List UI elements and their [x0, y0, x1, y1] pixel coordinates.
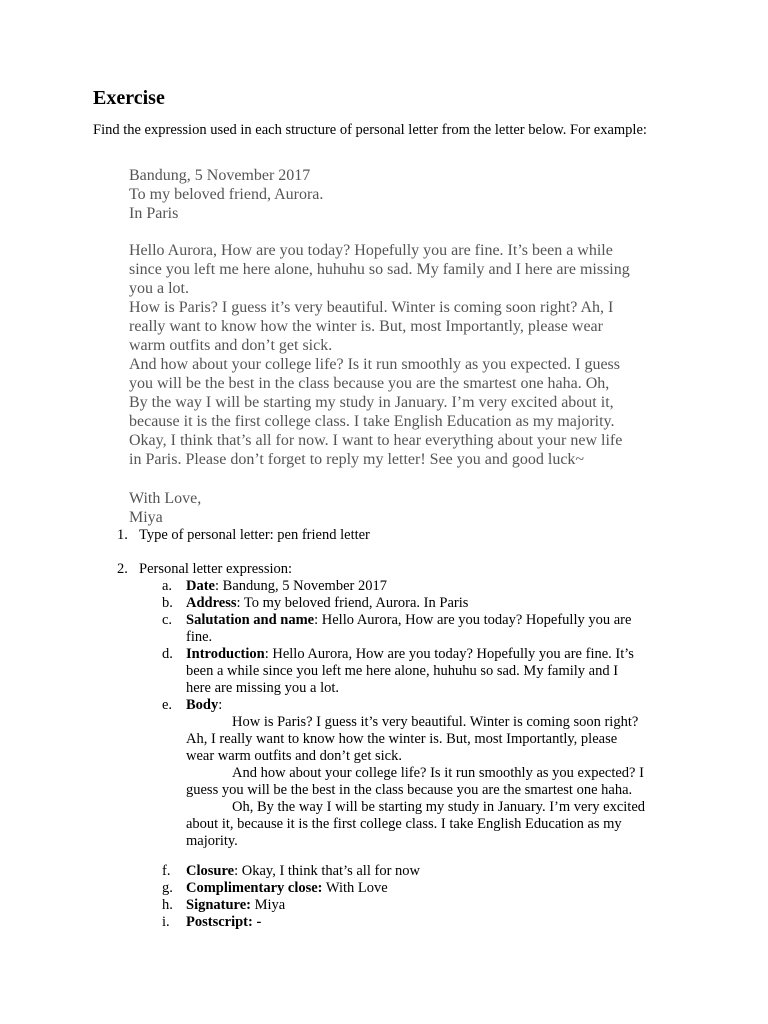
sub-item-value: : Hello Aurora, How are you today? Hopefully you are fine. It’s [264, 646, 634, 662]
body-line: How is Paris? I guess it’s very beautiful. Winter is coming soon right? [232, 714, 639, 730]
sub-item-label: Salutation and name [186, 612, 315, 628]
sub-item-label: Body [186, 697, 219, 713]
body-line: Ah, I really want to know how the winter is. But, most Importantly, please [186, 731, 618, 747]
body-line: majority. [186, 833, 238, 849]
sub-item-label: Closure [186, 863, 235, 879]
sub-item-value: been a while since you left me here alone, huhuhu so sad. My family and I [186, 663, 619, 679]
letter-line: And how about your college life? Is it run smoothly as you expected. I guess [129, 356, 620, 373]
list-number: 1. [117, 527, 128, 543]
sub-item-value: : Okay, I think that’s all for now [234, 863, 420, 879]
document-page: Exercise Find the expression used in each structure of personal letter from the letter below. For example: Bandung, 5 November 2017 To my beloved friend, Aurora. In Paris Hello Aurora, How are you today? Hopefully you are fine. It’s been a while since you left me here alone, huhuhu so sad. My family and I here are missing you a lot. How is Paris? I guess it’s very beautiful. Winter is coming soon right? Ah, I really want to know how the winter is. But, most Importantly, please wear warm outfits and don’t get sick. And how about your college life? Is it run smoothly as you expected. I guess you will be the best in the class because you are the smartest one haha. Oh, By the way I will be starting my study in January. I’m very excited about it, because it is the first college class. I take English Education as my majority. Okay, I think that’s all for now. I want to hear everything about your new life in Paris. Please don’t forget to reply my letter! See you and good luck~ With Love, Miya 1. Type of personal letter: pen friend letter 2. Personal letter expression: a. Date: Bandung, 5 November 2017 b. Address: To my beloved friend, Aurora. In Paris c. Salutation and name: Hello Aurora, How are you today? Hopefully you are fine. d. Introduction: Hello Aurora, How are you today? Hopefully you are fine. It’s been a while since you left me here alone, huhuhu so sad. My family and I here are missing you a lot. e. Body: How is Paris? I guess it’s very beautiful. Winter is coming soon right? Ah, I really want to know how the winter is. But, most Importantly, please wear warm outfits and don’t get sick. And how about your college life? Is it run smoothly as you expected? I guess you will be the best in the class because you are the smartest one haha. Oh, By the way I will be starting my study in January. I’m very excited about it, because it is the first college class. I take English Education as my majority. f. Closure: Okay, I think that’s all for now g. Complimentary close: With Love h. Signature: Miya i. Postscript: - [0, 0, 768, 1024]
sub-item-value: fine. [186, 629, 213, 645]
letter-line: warm outfits and don’t get sick. [129, 337, 333, 354]
sub-item-value: : Bandung, 5 November 2017 [215, 578, 387, 594]
letter-date: Bandung, 5 November 2017 [129, 167, 311, 184]
letter-closing: With Love, [129, 490, 202, 507]
sub-item-label: Date [186, 578, 215, 594]
letter-line: How is Paris? I guess it’s very beautiful. Winter is coming soon right? Ah, I [129, 299, 614, 316]
letter-line: you a lot. [129, 280, 189, 297]
sub-item-label: Complimentary close: [186, 880, 323, 896]
list-text: Type of personal letter: pen friend letter [139, 527, 370, 543]
letter-line: in Paris. Please don’t forget to reply my letter! See you and good luck~ [129, 451, 585, 468]
letter-line: By the way I will be starting my study in January. I’m very excited about it, [129, 394, 614, 411]
sub-item-value: here are missing you a lot. [186, 680, 340, 696]
letter-address-line: To my beloved friend, Aurora. [129, 186, 324, 203]
sub-item-value: : Hello Aurora, How are you today? Hopefully you are [314, 612, 632, 628]
body-line: wear warm outfits and don’t get sick. [186, 748, 402, 764]
sub-item-label: Signature: [186, 897, 251, 913]
list-number: 2. [117, 561, 128, 577]
sub-item-value: Miya [251, 897, 286, 913]
letter-line: you will be the best in the class because you are the smartest one haha. Oh, [129, 375, 610, 392]
list-text: Personal letter expression: [139, 561, 293, 577]
body-line: And how about your college life? Is it run smoothly as you expected? I [232, 765, 644, 781]
page-title: Exercise [93, 87, 165, 109]
letter-line: since you left me here alone, huhuhu so sad. My family and I here are missing [129, 261, 630, 278]
sub-item-value: With Love [322, 880, 388, 896]
sub-item-label: Postscript: - [186, 914, 262, 930]
instruction-text: Find the expression used in each structure of personal letter from the letter below. For example: [93, 122, 647, 138]
sub-item-value: : To my beloved friend, Aurora. In Paris [236, 595, 469, 611]
body-line: Oh, By the way I will be starting my study in January. I’m very excited [232, 799, 646, 815]
letter-address-line: In Paris [129, 205, 179, 222]
letter-line: because it is the first college class. I take English Education as my majority. [129, 413, 615, 430]
example-letter [129, 166, 674, 527]
letter-line: Hello Aurora, How are you today? Hopefully you are fine. It’s been a while [129, 242, 613, 259]
sub-item-label: Introduction [186, 646, 265, 662]
body-line: guess you will be the best in the class because you are the smartest one haha. [186, 782, 633, 798]
letter-line: Okay, I think that’s all for now. I want to hear everything about your new life [129, 432, 623, 449]
sub-item-label: Address [186, 595, 237, 611]
body-line: about it, because it is the first college class. I take English Education as my [186, 816, 622, 832]
letter-signature: Miya [129, 509, 163, 526]
letter-line: really want to know how the winter is. But, most Importantly, please wear [129, 318, 603, 335]
